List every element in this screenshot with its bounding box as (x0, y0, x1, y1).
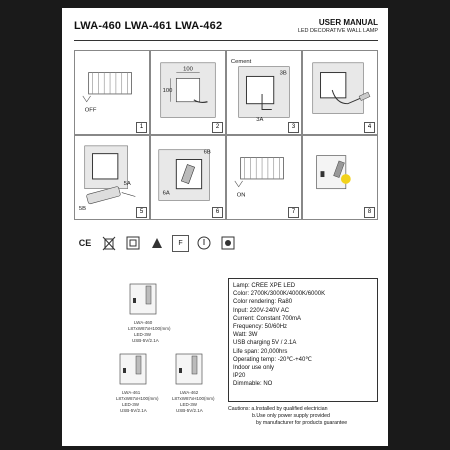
installation-steps (74, 50, 378, 220)
step-3-number: 3 (288, 122, 299, 133)
step-1-number: 1 (136, 122, 147, 133)
product-2-usb: USB-5V/2.1A (120, 408, 147, 413)
distance-icon (219, 234, 237, 252)
product-lwa-461 (116, 354, 159, 413)
step-2-number: 2 (212, 122, 223, 133)
product-3-led: LED-3W (180, 402, 198, 407)
spec-usb: USB charging 5V / 2.1A (233, 340, 297, 347)
step-5-number: 5 (136, 207, 147, 218)
model-title: LWA-460 LWA-461 LWA-462 (74, 20, 223, 32)
step-2-dim-width: 100 (183, 66, 193, 73)
spec-box (228, 278, 378, 402)
indoor-use-icon (148, 234, 166, 252)
product-2-led: LED-3W (122, 402, 140, 407)
spec-life-span: Life span: 20,000hrs (233, 348, 288, 355)
step-2-panel (150, 50, 226, 135)
spec-frequency: Frequency: 50/60Hz (233, 324, 288, 331)
ce-mark-icon: CE (78, 238, 92, 248)
step-7-label: ON (236, 192, 246, 199)
spec-lamp: Lamp: CREE XPE LED (233, 283, 296, 289)
recycle-bin-icon (100, 234, 118, 252)
product-2-size: L87xW87xH100(mm) (116, 396, 159, 401)
step-1-panel (74, 50, 150, 135)
step-3-panel (226, 50, 302, 135)
step-6-label-6a: 6A (162, 190, 170, 197)
step-6-label-6b: 6B (203, 149, 211, 156)
f-mark-icon: F (172, 235, 189, 252)
step-6-panel (150, 135, 226, 220)
manual-title: USER MANUAL (318, 18, 378, 27)
caution-line-3: by manufacturer for products guarantee (256, 420, 348, 426)
spec-color: Color: 2700K/3000K/4000K/6000K (233, 291, 326, 298)
step-4-panel (302, 50, 378, 135)
step-5-label-5a: 5A (123, 180, 131, 187)
product-1-usb: USB-5V/2.1A (132, 338, 159, 343)
product-illustrations (76, 278, 226, 428)
spec-input: Input: 220V-240V AC (233, 307, 290, 314)
spec-dimmable: Dimmable: NO (233, 381, 273, 388)
step-5-label-5b: 5B (78, 206, 87, 213)
step-4-number: 4 (364, 122, 375, 133)
caution-line-1: Cautions: a.Installed by qualified electrician (228, 406, 328, 412)
product-3-size: L87xW87xH100(mm) (172, 396, 215, 401)
step-5-panel (74, 135, 150, 220)
product-1-name: LWA-460 (134, 320, 153, 325)
spec-operating-temp: Operating temp: -20℃-+40℃ (233, 356, 313, 363)
manual-page (62, 8, 388, 446)
spec-watt: Watt: 3W (233, 332, 258, 339)
spec-current: Current: Constant 700mA (233, 315, 302, 322)
product-3-name: LWA-462 (180, 390, 199, 395)
step-7-panel (226, 135, 302, 220)
spec-color-rendering: Color rendering: Ra80 (233, 299, 293, 306)
step-8-panel (302, 135, 378, 220)
step-3-label-3a: 3A (256, 117, 264, 124)
step-3-label-cement: Cement (230, 58, 252, 65)
caution-notes (228, 406, 347, 427)
header-divider (74, 40, 378, 41)
product-lwa-460 (128, 284, 171, 343)
class-ii-icon (124, 234, 142, 252)
step-7-number: 7 (288, 207, 299, 218)
product-lwa-462 (172, 354, 215, 413)
step-2-dim-height: 100 (162, 88, 173, 95)
step-8-number: 8 (364, 207, 375, 218)
spec-ip: IP20 (233, 373, 246, 380)
manual-subtitle: LED DECORATIVE WALL LAMP (297, 28, 378, 34)
product-1-led: LED-3W (134, 332, 152, 337)
product-1-size: L87xW87xH100(mm) (128, 326, 171, 331)
warning-icon (195, 234, 213, 252)
certification-marks (76, 234, 237, 252)
step-1-label: OFF (84, 107, 97, 114)
spec-indoor: Indoor use only (233, 365, 275, 372)
product-2-name: LWA-461 (122, 390, 141, 395)
step-3-label-3b: 3B (279, 70, 287, 77)
caution-line-2: b.Use only power supply provided (252, 413, 330, 419)
product-3-usb: USB-5V/2.1A (176, 408, 203, 413)
step-6-number: 6 (212, 207, 223, 218)
